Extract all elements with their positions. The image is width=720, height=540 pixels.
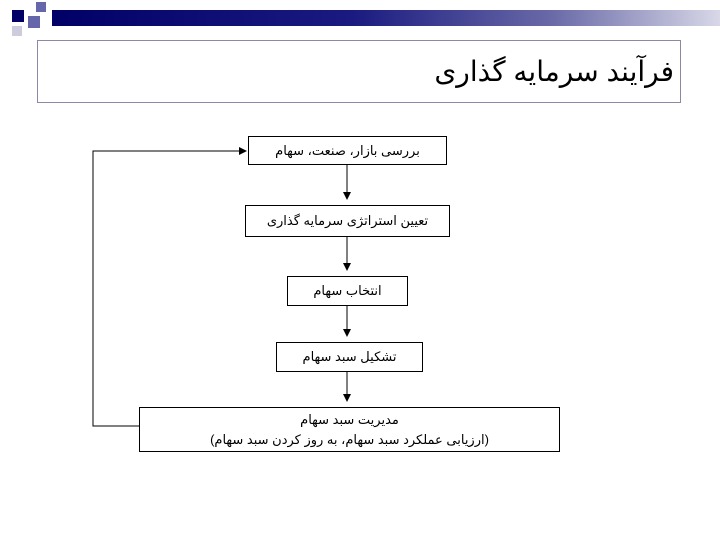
step-portfolio-formation-label: تشکیل سبد سهام [302,349,397,364]
step-stock-selection-box [287,276,408,306]
step-market-analysis-box [248,136,447,165]
step-stock-selection-label: انتخاب سهام [313,283,382,298]
slide-title: فرآیند سرمایه گذاری [434,56,674,87]
feedback-loop-arrow [93,151,246,426]
step-strategy-label: تعیین استراتژی سرمایه گذاری [266,213,429,228]
step-portfolio-management-box [139,407,560,452]
step-strategy-box [245,205,450,237]
step-portfolio-management-label: مدیریت سبد سهام [300,411,399,427]
step-market-analysis-label: بررسی بازار، صنعت، سهام [275,142,420,158]
step-portfolio-management-sublabel: (ارزیابی عملکرد سبد سهام، به روز کردن سبد سهام) [210,431,489,447]
step-portfolio-formation-box [276,342,423,372]
